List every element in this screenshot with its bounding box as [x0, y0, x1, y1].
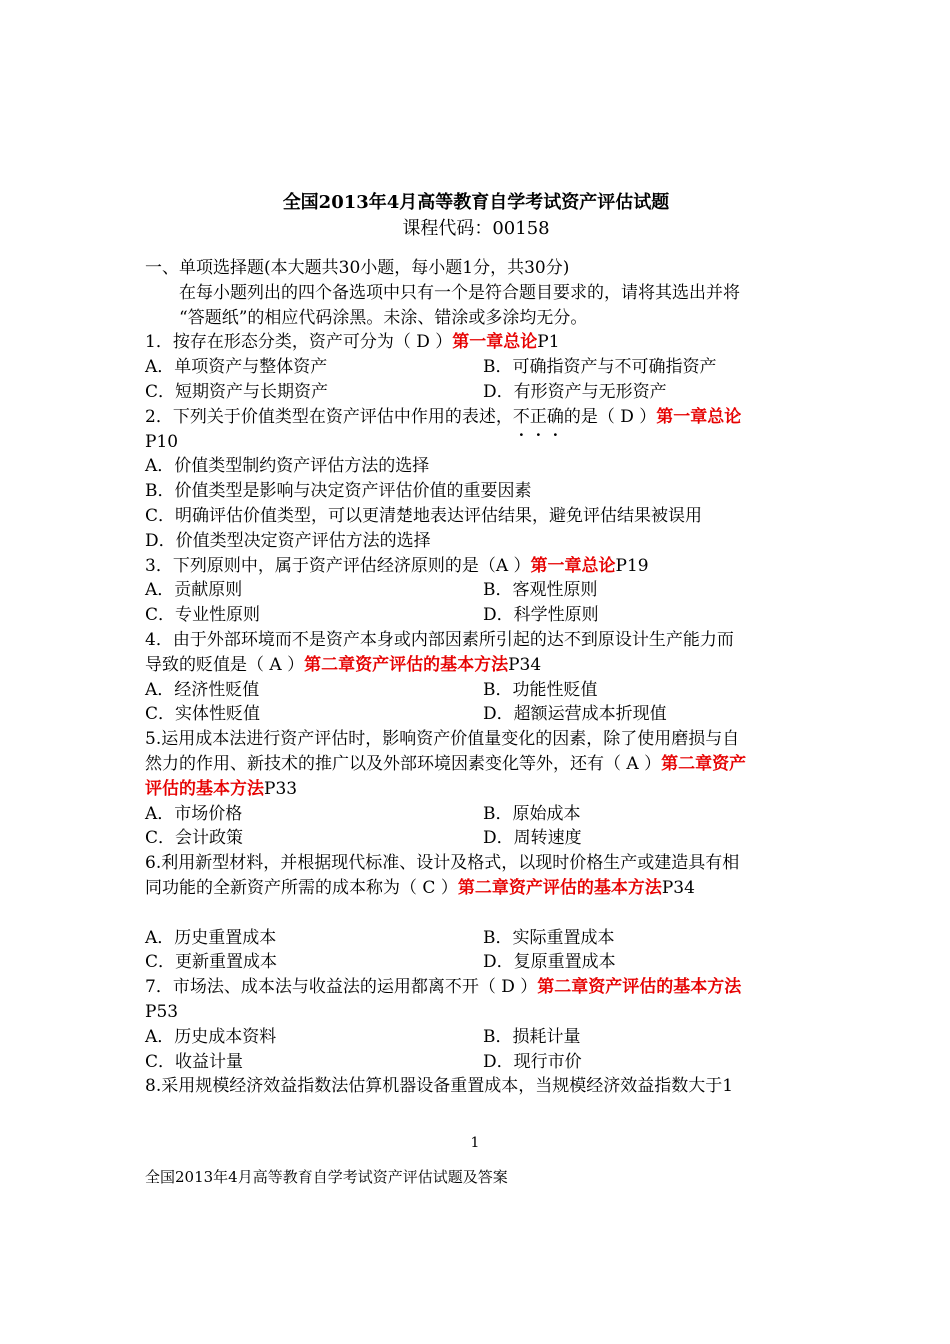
page-ref: P34 [661, 877, 695, 898]
option-a: A．历史重置成本 [145, 927, 277, 948]
question-5: 5.运用成本法进行资产评估时，影响资产价值量变化的因素，除了使用磨损与自 [145, 729, 740, 750]
option-d: D．价值类型决定资产评估方法的选择 [145, 530, 431, 551]
option-d: D．超额运营成本折现值 [483, 704, 667, 725]
option-c: C．专业性原则 [145, 605, 261, 626]
option-d: D．周转速度 [483, 828, 582, 849]
page-number: 1 [470, 1135, 480, 1151]
option-b: B．实际重置成本 [483, 927, 615, 948]
question-6: 6.利用新型材料，并根据现代标准、设计及格式，以现时价格生产或建造具有相 [145, 853, 740, 874]
option-b: B．功能性贬值 [483, 679, 598, 700]
option-a: A．市场价格 [145, 803, 243, 824]
option-a: A．经济性贬值 [145, 679, 260, 700]
emphasis-char: 确 [546, 406, 564, 427]
page-ref: P19 [615, 555, 649, 576]
options-row [145, 826, 807, 851]
option-a: A．单项资产与整体资产 [145, 357, 328, 378]
question-6-cont [145, 876, 807, 901]
page-ref: P53 [145, 1001, 179, 1022]
options-row [145, 702, 807, 727]
question-8: 8.采用规模经济效益指数法估算机器设备重置成本，当规模经济效益指数大于1 [145, 1076, 734, 1097]
option-b: B．价值类型是影响与决定资产评估价值的重要因素 [145, 481, 532, 502]
chapter-tag: 评估的基本方法 [145, 778, 264, 799]
page-ref: P34 [508, 654, 542, 675]
question-5-cont [145, 777, 807, 802]
question-text: 导致的贬值是（ A ） [145, 654, 305, 675]
option-a: A．价值类型制约资产评估方法的选择 [145, 456, 430, 477]
option-c: C．更新重置成本 [145, 952, 278, 973]
options-row [145, 1050, 807, 1075]
question-text: 2．下列关于价值类型在资产评估中作用的表述， [145, 406, 513, 427]
exam-content [145, 190, 807, 1099]
options-row [145, 355, 807, 380]
option-b: B．损耗计量 [483, 1026, 581, 1047]
chapter-tag: 第一章总论 [656, 406, 742, 427]
options-row [145, 578, 807, 603]
options-row [145, 678, 807, 703]
blank-line [145, 901, 807, 926]
option-c: C．短期资产与长期资产 [145, 381, 329, 402]
option-a: A．历史成本资料 [145, 1026, 277, 1047]
options-row [145, 950, 807, 975]
options-row [145, 802, 807, 827]
option-b: B．客观性原则 [483, 580, 598, 601]
page-footer: 全国2013年4月高等教育自学考试资产评估试题及答案 [145, 1168, 508, 1186]
instruction-line-1: 在每小题列出的四个备选项中只有一个是符合题目要求的，请将其选出并将 [179, 282, 740, 303]
question-4: 4．由于外部环境而不是资产本身或内部因素所引起的达不到原设计生产能力而 [145, 629, 734, 650]
options-row [145, 603, 807, 628]
question-5-cont [145, 752, 807, 777]
option-c: C．明确评估价值类型，可以更清楚地表达评估结果，避免评估结果被误用 [145, 505, 703, 526]
option-d: D．现行市价 [483, 1051, 582, 1072]
options-row [145, 1025, 807, 1050]
option-c: C．实体性贬值 [145, 704, 261, 725]
chapter-tag: 第一章总论 [452, 332, 538, 353]
emphasis-char: 不 [512, 406, 530, 427]
option-a: A．贡献原则 [145, 580, 243, 601]
section-heading: 一、单项选择题(本大题共30小题，每小题1分，共30分) [145, 258, 570, 278]
question-text: 同功能的全新资产所需的成本称为（ C ） [145, 877, 458, 898]
page-ref: P33 [264, 778, 298, 799]
question-text: 3．下列原则中，属于资产评估经济原则的是（A ） [145, 555, 531, 576]
question-7 [145, 975, 807, 1000]
chapter-tag: 第一章总论 [530, 555, 616, 576]
course-code: 课程代码：00158 [402, 218, 550, 239]
exam-title: 全国2013年4月高等教育自学考试资产评估试题 [282, 192, 670, 213]
option-d: D．有形资产与无形资产 [483, 381, 667, 402]
question-text: 7．市场法、成本法与收益法的运用都离不开（ D ） [145, 977, 538, 998]
question-2 [145, 405, 807, 430]
chapter-tag: 第二章资产评估的基本方法 [537, 977, 742, 998]
question-text: 然力的作用、新技术的推广以及外部环境因素变化等外，还有（ A ） [145, 753, 662, 774]
option-c: C．收益计量 [145, 1051, 244, 1072]
option-b: B．可确指资产与不可确指资产 [483, 357, 717, 378]
question-3 [145, 554, 807, 579]
option-d: D．科学性原则 [483, 605, 599, 626]
question-4-cont [145, 653, 807, 678]
question-text: 1．按存在形态分类，资产可分为（ D ） [145, 332, 453, 353]
page-ref: P1 [537, 332, 560, 353]
question-1 [145, 330, 807, 355]
option-b: B．原始成本 [483, 803, 581, 824]
instruction-line-2: “答题纸”的相应代码涂黑。未涂、错涂或多涂均无分。 [179, 307, 588, 328]
options-row [145, 926, 807, 951]
options-row [145, 380, 807, 405]
emphasis-char: 正 [529, 406, 547, 427]
page-ref: P10 [145, 431, 179, 452]
chapter-tag: 第二章资产 [661, 753, 747, 774]
option-d: D．复原重置成本 [483, 952, 616, 973]
question-text: 的是（ D ） [563, 406, 657, 427]
chapter-tag: 第二章资产评估的基本方法 [457, 877, 662, 898]
chapter-tag: 第二章资产评估的基本方法 [304, 654, 509, 675]
option-c: C．会计政策 [145, 828, 244, 849]
